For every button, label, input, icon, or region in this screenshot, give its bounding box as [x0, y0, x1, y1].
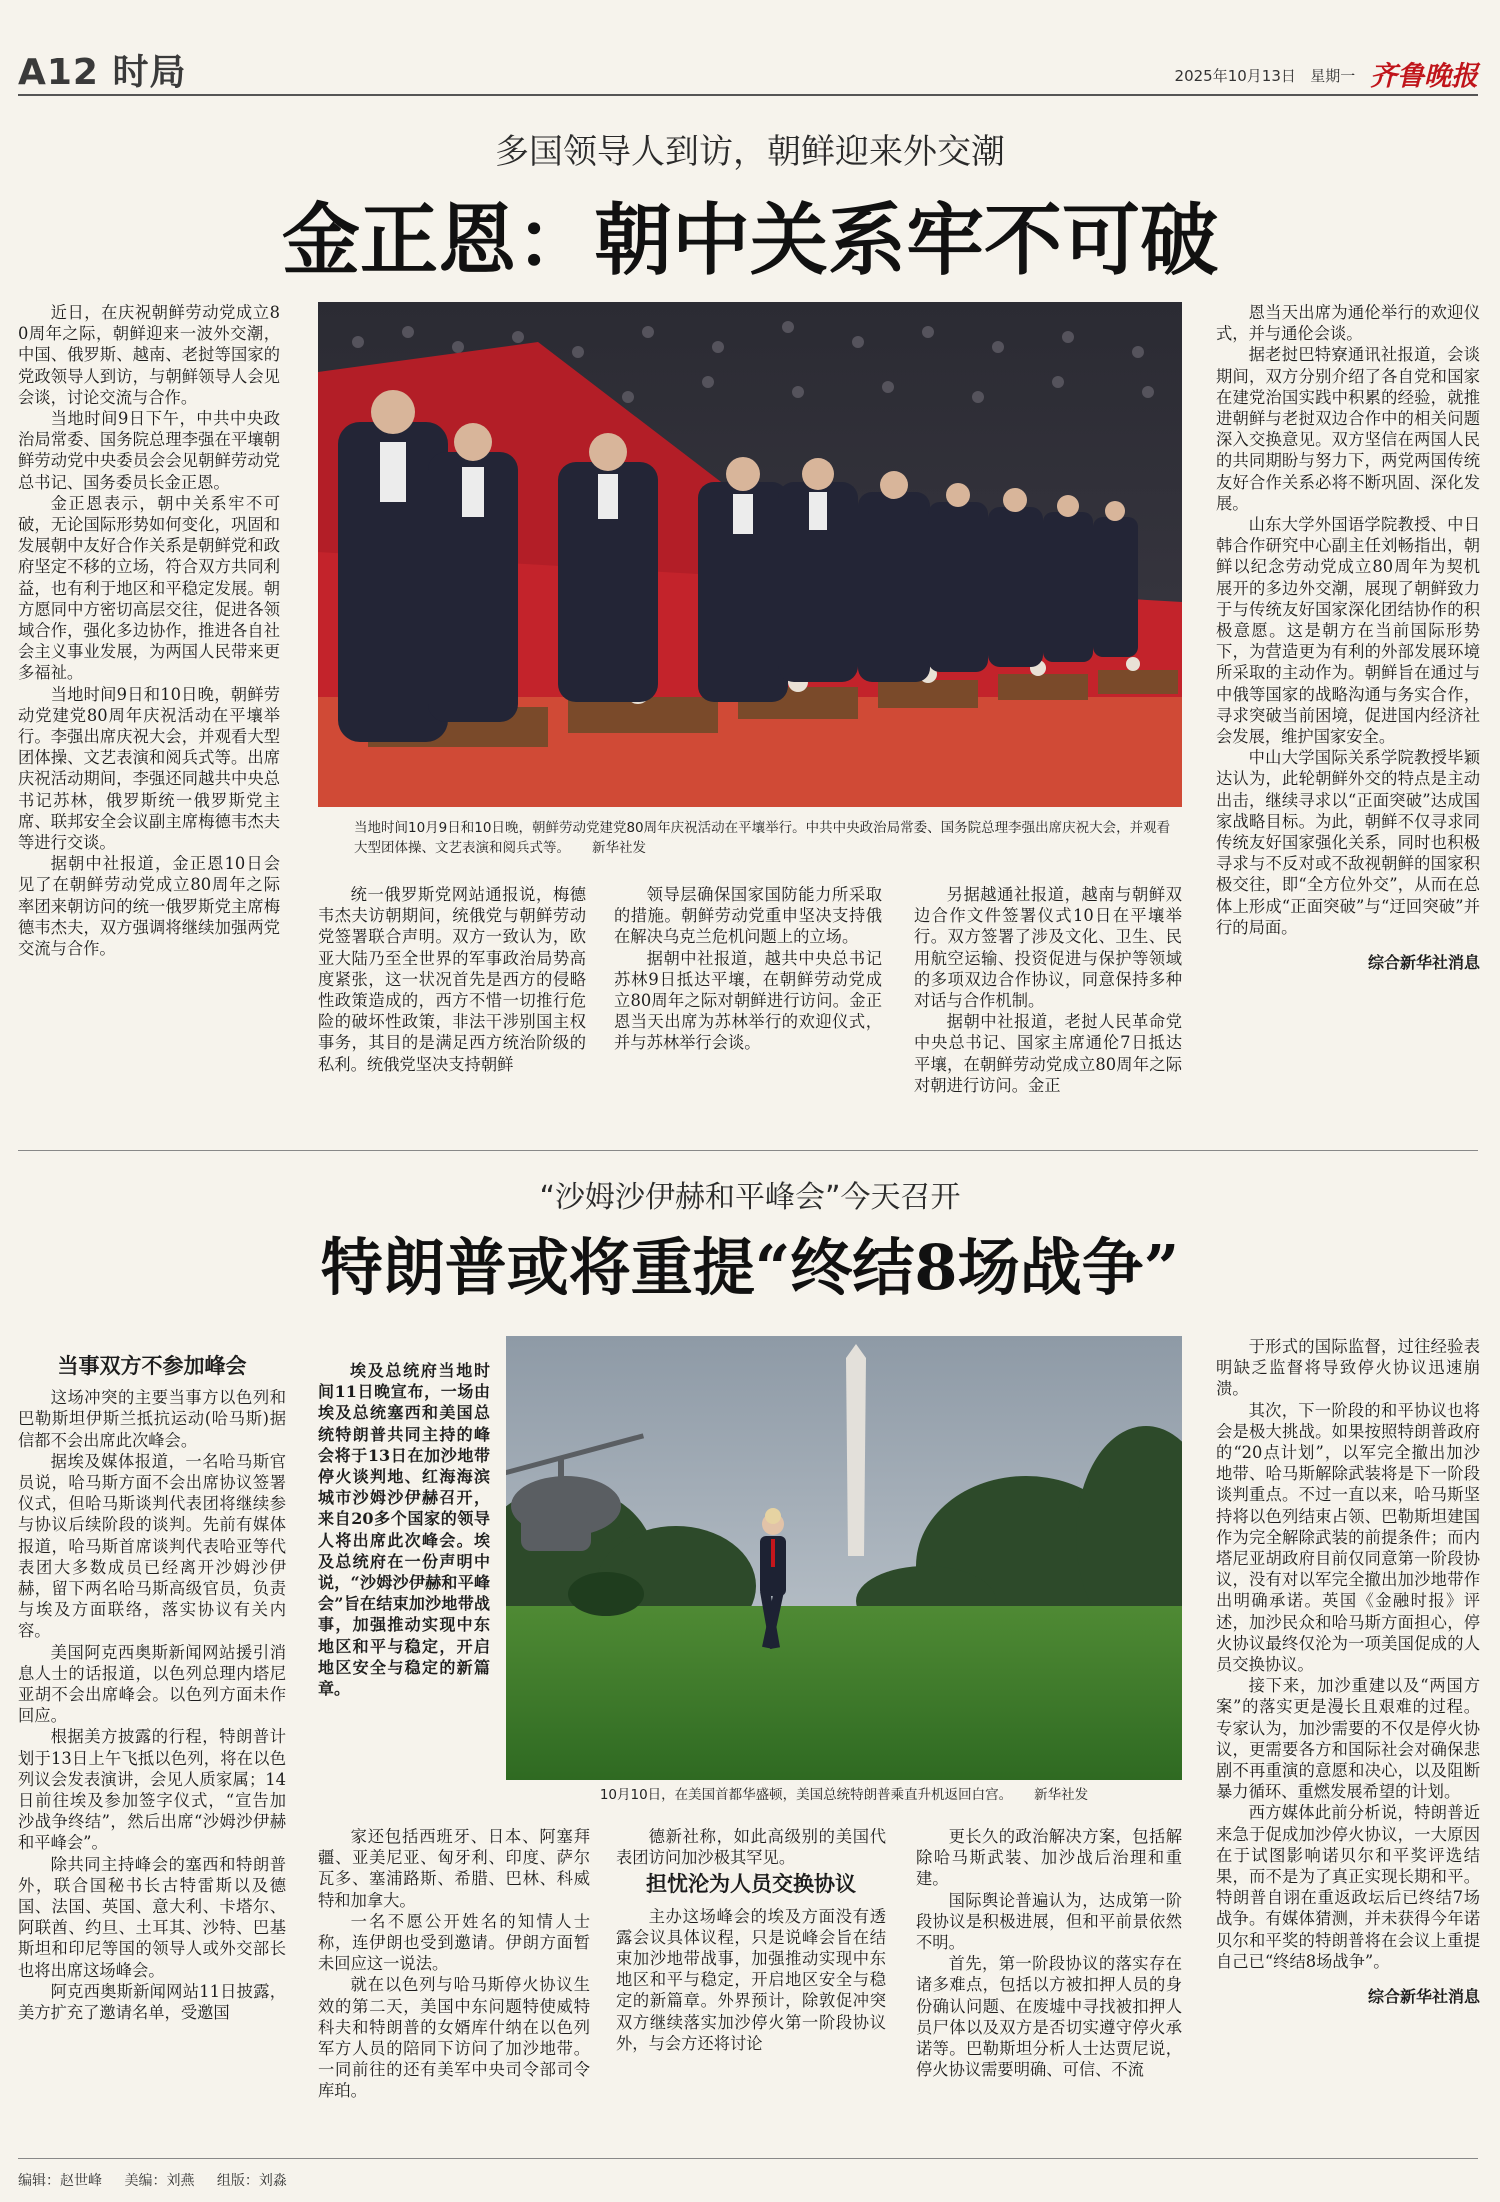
paragraph: 统一俄罗斯党网站通报说，梅德韦杰夫访朝期间，统俄党与朝鲜劳动党签署联合声明。双方一致认为，欧亚大陆乃至全世界的军事政治局势高度紧张，这一状况首先是西方的侵略性政策造成的，西方不惜一切推行危险的破坏性政策，非法干涉别国主权事务，其目的是满足西方统治阶级的私利。统俄党坚决支持朝鲜 — [318, 885, 586, 1074]
story2-subheading-2: 担忧沦为人员交换协议 — [646, 1872, 856, 1897]
paragraph: 首先，第一阶段协议的落实存在诸多难点，包括以方被扣押人员的身份确认问题、在废墟中寻找被扣押人员尸体以及双方是否切实遵守停火承诺等。巴勒斯坦分析人士达贾尼说，停火协议需要明确、可信、不流 — [916, 1954, 1182, 2080]
paragraph: 德新社称，如此高级别的美国代表团访问加沙极其罕见。 — [616, 1827, 886, 1868]
paragraph: 当地时间9日和10日晚，朝鲜劳动党建党80周年庆祝活动在平壤举行。李强出席庆祝大会，并观看大型团体操、文艺表演和阅兵式等。出席庆祝活动期间，李强还同越共中央总书记苏林，俄罗斯统一俄罗斯党主席、联邦安全会议副主席梅德韦杰夫等进行交谈。 — [18, 684, 280, 853]
paragraph: 就在以色列与哈马斯停火协议生效的第二天，美国中东问题特使威特科夫和特朗普的女婿库什纳在以色列军方人员的陪同下访问了加沙地带。一同前往的还有美军中央司令部司令库珀。 — [318, 1975, 590, 2101]
story2-photo — [506, 1336, 1182, 1780]
issue-weekday: 星期一 — [1310, 67, 1356, 85]
page-label: A12 时局 — [18, 52, 187, 93]
paragraph: 恩当天出席为通伦举行的欢迎仪式，并与通伦会谈。 — [1216, 303, 1480, 344]
ceremony-photo-illustration — [318, 302, 1182, 807]
paragraph: 美国阿克西奥斯新闻网站援引消息人士的话报道，以色列总理内塔尼亚胡不会出席峰会。以色列方面未作回应。 — [18, 1642, 286, 1726]
story1-column-1 — [18, 302, 280, 1130]
issue-date: 2025年10月13日 — [1174, 67, 1296, 85]
story2-column-5 — [1216, 1336, 1480, 2142]
caption-text: 10月10日，在美国首都华盛顿，美国总统特朗普乘直升机返回白宫。 — [599, 1787, 1013, 1803]
paragraph: 据朝中社报道，越共中央总书记苏林9日抵达平壤，在朝鲜劳动党成立80周年之际对朝鲜进行访问。金正恩当天出席为苏林举行的欢迎仪式，并与苏林举行会谈。 — [614, 948, 882, 1053]
story2-photo-caption — [506, 1785, 1182, 1807]
paragraph: 主办这场峰会的埃及方面没有透露会议具体议程，只是说峰会旨在结束加沙地带战事，加强推动实现中东地区和平与稳定，开启地区安全与稳定的新篇章。外界预计，除敦促冲突双方继续落实加沙停火第一阶段协议外，与会方还将讨论 — [616, 1906, 886, 2053]
paragraph: 家还包括西班牙、日本、阿塞拜疆、亚美尼亚、匈牙利、印度、萨尔瓦多、塞浦路斯、希腊、巴林、科威特和加拿大。 — [318, 1827, 590, 1910]
layout-credit: 组版：刘淼 — [216, 2173, 287, 2189]
caption-text: 当地时间10月9日和10日晚，朝鲜劳动党建党80周年庆祝活动在平壤举行。中共中央政治局常委、国务院总理李强出席庆祝大会，并观看大型团体操、文艺表演和阅兵式等。 — [354, 820, 1171, 856]
story2-headline: 特朗普或将重提“终结8场战争” — [320, 1231, 1180, 1304]
masthead — [1175, 54, 1478, 93]
story2-credit: 综合新华社消息 — [1367, 1987, 1480, 2007]
paragraph: 阿克西奥斯新闻网站11日披露，美方扩充了邀请名单，受邀国 — [18, 1981, 286, 2023]
newspaper-logo: 齐鲁晚报 — [1370, 61, 1478, 92]
header-rule — [18, 94, 1478, 96]
white-house-lawn-photo-illustration — [506, 1336, 1182, 1780]
paragraph: 山东大学外国语学院教授、中日韩合作研究中心副主任刘畅指出，朝鲜以纪念劳动党成立80周年为契机展开的多边外交潮，展现了朝鲜致力于与传统友好国家深化团结协作的积极意愿。这是朝方在当前国际形势下，为营造更为有利的外部发展环境所采取的主动作为。朝鲜旨在通过与中俄等国家的战略沟通与务实合作，寻求突破当前困境，促进国内经济社会发展，维护国家安全。 — [1216, 515, 1480, 747]
paragraph: 中山大学国际关系学院教授毕颖达认为，此轮朝鲜外交的特点是主动出击，继续寻求以“正面突破”达成国家战略目标。为此，朝鲜不仅寻求同传统友好国家强化关系，同时也积极寻求与不反对或不敌视朝鲜的国家积极交往，即“全方位外交”，从而在总体上形成“正面突破”与“迂回突破”并行的局面。 — [1216, 748, 1480, 937]
paragraph: 一名不愿公开姓名的知情人士称，连伊朗也受到邀请。伊朗方面暂未回应这一说法。 — [318, 1911, 590, 1974]
paragraph: 其次，下一阶段的和平协议也将会是极大挑战。如果按照特朗普政府的“20点计划”，以军完全撤出加沙地带、哈马斯解除武装将是下一阶段谈判重点。不过一直以来，哈马斯坚持将以色列结束占领、巴勒斯坦建国作为完全解除武装的前提条件；而内塔尼亚胡政府目前仅同意第一阶段协议，没有对以军完全撤出加沙地带作出明确承诺。英国《金融时报》评述，加沙民众和哈马斯方面担心，停火协议最终仅沦为一项美国促成的人员交换协议。 — [1216, 1400, 1480, 1675]
story1-headline: 金正恩：朝中关系牢不可破 — [281, 195, 1218, 286]
paragraph: 除共同主持峰会的塞西和特朗普外，联合国秘书长古特雷斯以及德国、法国、英国、意大利、卡塔尔、阿联酋、约旦、土耳其、沙特、巴基斯坦和印尼等国的领导人或外交部长也将出席这场峰会。 — [18, 1854, 286, 1980]
caption-agency: 新华社发 — [592, 840, 646, 856]
story2-column-1 — [18, 1350, 286, 2140]
lead-paragraph: 埃及总统府当地时间11日晚宣布，一场由埃及总统塞西和美国总统特朗普共同主持的峰会将于13日在加沙地带停火谈判地、红海海滨城市沙姆沙伊赫召开，来自20多个国家的领导人将出席此次峰会。埃及总统府在一份声明中说，“沙姆沙伊赫和平峰会”旨在结束加沙地带战事，加强推动实现中东地区和平与稳定，开启地区安全与稳定的新篇章。 — [318, 1361, 490, 1699]
story1-column-3 — [614, 884, 882, 1130]
story-divider — [18, 1150, 1478, 1151]
story1-column-2 — [318, 884, 586, 1130]
paragraph: 西方媒体此前分析说，特朗普近来急于促成加沙停火协议，一大原因在于试图影响诺贝尔和平奖评选结果，而不是为了真正实现长期和平。特朗普自诩在重返政坛后已终结7场战争。有媒体猜测，并未获得今年诺贝尔和平奖的特朗普将在会议上重提自己已“终结8场战争”。 — [1216, 1803, 1480, 1971]
art-credit: 美编：刘燕 — [124, 2173, 195, 2189]
paragraph: 接下来，加沙重建以及“两国方案”的落实更是漫长且艰难的过程。专家认为，加沙需要的不仅是停火协议，更需要各方和国际社会对确保悲剧不再重演的意愿和决心，以及阻断暴力循环、重燃发展希望的计划。 — [1216, 1676, 1480, 1802]
story2-lead — [318, 1360, 490, 1760]
paragraph: 更长久的政治解决方案，包括解除哈马斯武装、加沙战后治理和重建。 — [916, 1827, 1182, 1889]
paragraph: 据朝中社报道，金正恩10日会见了在朝鲜劳动党成立80周年之际率团来朝访问的统一俄罗斯党主席梅德韦杰夫，双方强调将继续加强两党交流与合作。 — [18, 854, 280, 959]
story2-column-2 — [318, 1826, 590, 2142]
caption-agency: 新华社发 — [1034, 1787, 1089, 1803]
story1-subtitle: 多国领导人到访，朝鲜迎来外交潮 — [495, 132, 1005, 172]
paragraph: 当地时间9日下午，中共中央政治局常委、国务院总理李强在平壤朝鲜劳动党中央委员会会见朝鲜劳动党总书记、国务委员长金正恩。 — [18, 409, 280, 492]
paragraph: 据朝中社报道，老挝人民革命党中央总书记、国家主席通伦7日抵达平壤，在朝鲜劳动党成立80周年之际对朝进行访问。金正 — [914, 1012, 1182, 1095]
story1-credit: 综合新华社消息 — [1367, 953, 1480, 973]
paragraph: 据老挝巴特寮通讯社报道，会谈期间，双方分别介绍了各自党和国家在建党治国实践中积累的经验，就推进朝鲜与老挝双边合作中的相关问题深入交换意见。双方坚信在两国人民的共同期盼与努力下，两党两国传统友好合作关系必将不断巩固、深化发展。 — [1216, 345, 1480, 513]
staff-credits — [18, 2170, 305, 2190]
editor-credit: 编辑：赵世峰 — [18, 2173, 102, 2189]
footer-rule — [18, 2158, 1478, 2159]
paragraph: 国际舆论普遍认为，达成第一阶段协议是积极进展，但和平前景依然不明。 — [916, 1890, 1182, 1953]
paragraph: 金正恩表示，朝中关系牢不可破，无论国际形势如何变化，巩固和发展朝中友好合作关系是朝鲜党和政府坚定不移的立场，符合双方共同利益，也有利于地区和平稳定发展。朝方愿同中方密切高层交往，促进各领域合作，强化多边协作，推进各自社会主义事业发展，为两国人民带来更多福祉。 — [18, 493, 280, 683]
story1-photo-caption — [354, 818, 1182, 862]
story1-column-4 — [914, 884, 1182, 1130]
story2-subheading-1: 当事双方不参加峰会 — [57, 1354, 247, 1378]
story2-column-3 — [616, 1826, 886, 2142]
paragraph: 领导层确保国家国防能力所采取的措施。朝鲜劳动党重申坚决支持俄在解决乌克兰危机问题上的立场。 — [614, 885, 882, 947]
paragraph: 于形式的国际监督，过往经验表明缺乏监督将导致停火协议迅速崩溃。 — [1216, 1337, 1480, 1399]
story2-subtitle: “沙姆沙伊赫和平峰会”今天召开 — [539, 1180, 961, 1215]
paragraph: 根据美方披露的行程，特朗普计划于13日上午飞抵以色列，将在以色列议会发表演讲，会见人质家属；14日前往埃及参加签字仪式，“宣告加沙战争终结”，然后出席“沙姆沙伊赫和平峰会”。 — [18, 1727, 286, 1853]
story1-column-5 — [1216, 302, 1480, 1132]
story1-photo — [318, 302, 1182, 807]
paragraph: 据埃及媒体报道，一名哈马斯官员说，哈马斯方面不会出席协议签署仪式，但哈马斯谈判代表团将继续参与协议后续阶段的谈判。先前有媒体报道，哈马斯首席谈判代表哈亚等代表团大多数成员已经离开沙姆沙伊赫，留下两名哈马斯高级官员，负责与埃及方面联络，落实协议有关内容。 — [18, 1451, 286, 1641]
paragraph: 另据越通社报道，越南与朝鲜双边合作文件签署仪式10日在平壤举行。双方签署了涉及文化、卫生、民用航空运输、投资促进与保护等领域的多项双边合作协议，同意保持多种对话与合作机制。 — [914, 885, 1182, 1011]
story2-column-4 — [916, 1826, 1182, 2142]
paragraph: 近日，在庆祝朝鲜劳动党成立80周年之际，朝鲜迎来一波外交潮，中国、俄罗斯、越南、老挝等国家的党政领导人到访，与朝鲜领导人会见会谈，讨论交流与合作。 — [18, 303, 280, 407]
paragraph: 这场冲突的主要当事方以色列和巴勒斯坦伊斯兰抵抗运动(哈马斯)据信都不会出席此次峰会。 — [18, 1388, 286, 1450]
